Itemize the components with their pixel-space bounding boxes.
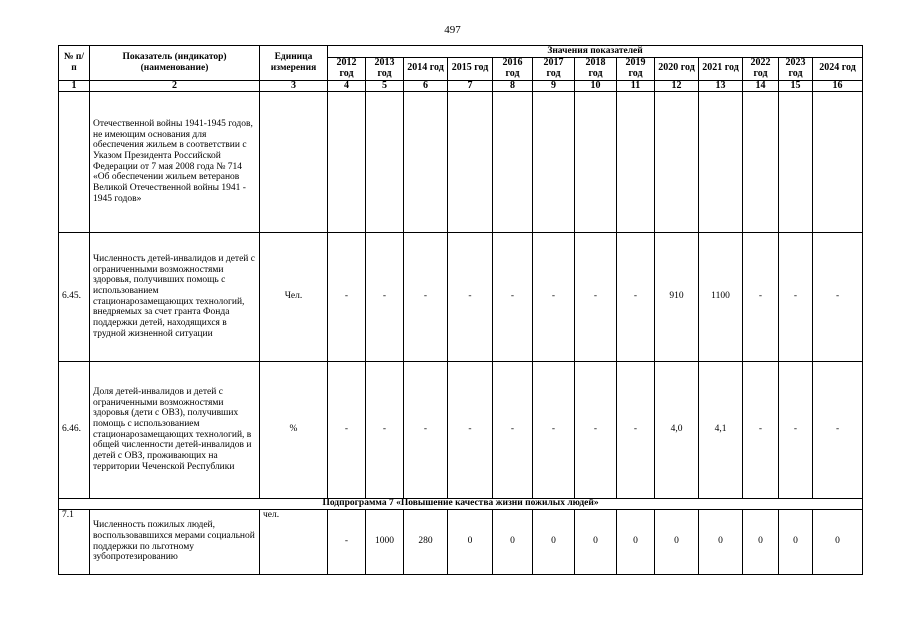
header-year: 2014 год: [404, 57, 448, 80]
value-cell: -: [404, 361, 448, 498]
column-number: 15: [779, 80, 813, 91]
value-cell: 0: [617, 509, 655, 574]
header-num: № п/п: [59, 46, 90, 81]
value-cell: -: [743, 232, 779, 361]
row-number: [59, 91, 90, 232]
column-number: 1: [59, 80, 90, 91]
table-row: [59, 361, 863, 498]
row-number: 6.46.: [59, 361, 90, 498]
value-cell: [813, 91, 863, 232]
header-indicator: Показатель (индикатор) (наименование): [90, 46, 260, 81]
unit-cell: чел.: [260, 509, 328, 574]
header-year: 2012 год: [328, 57, 366, 80]
value-cell: 0: [575, 509, 617, 574]
value-cell: -: [533, 232, 575, 361]
value-cell: 0: [743, 509, 779, 574]
indicator-name: Доля детей-инвалидов и детей с ограниченными возможностями здоровья (дети с ОВЗ), получивших помощь с использованием стационарозамещающих технологий, в общей численности детей-инвалидов и детей с ОВЗ, проживающих на территории Чеченской Республики: [90, 361, 260, 498]
value-cell: -: [779, 232, 813, 361]
value-cell: -: [575, 232, 617, 361]
subprogram-row: [59, 498, 863, 509]
value-cell: [404, 91, 448, 232]
value-cell: 1000: [366, 509, 404, 574]
header-year: 2020 год: [655, 57, 699, 80]
value-cell: [617, 91, 655, 232]
header-year: 2024 год: [813, 57, 863, 80]
value-cell: 0: [699, 509, 743, 574]
value-cell: 0: [655, 509, 699, 574]
row-number: 7.1: [59, 509, 90, 574]
unit-cell: Чел.: [260, 232, 328, 361]
table-row: [59, 91, 863, 232]
indicator-name: Численность пожилых людей, воспользовавшихся мерами социальной поддержки по льготному зубопротезированию: [90, 509, 260, 574]
column-number: 16: [813, 80, 863, 91]
value-cell: -: [493, 361, 533, 498]
value-cell: [493, 91, 533, 232]
header-year: 2019 год: [617, 57, 655, 80]
column-number: 5: [366, 80, 404, 91]
value-cell: -: [813, 361, 863, 498]
column-number: 3: [260, 80, 328, 91]
column-number: 4: [328, 80, 366, 91]
column-number: 8: [493, 80, 533, 91]
value-cell: -: [779, 361, 813, 498]
value-cell: [655, 91, 699, 232]
indicator-name: Численность детей-инвалидов и детей с ограниченными возможностями здоровья, получивших помощь с использованием стационарозамещающих технологий, внедряемых за счет гранта Фонда поддержки детей, находящихся в трудной жизненной ситуации: [90, 232, 260, 361]
value-cell: 0: [779, 509, 813, 574]
value-cell: -: [328, 361, 366, 498]
header-values-group: Значения показателей: [328, 46, 863, 58]
header-year: 2018 год: [575, 57, 617, 80]
header-year: 2016 год: [493, 57, 533, 80]
value-cell: 280: [404, 509, 448, 574]
value-cell: -: [328, 232, 366, 361]
value-cell: 910: [655, 232, 699, 361]
unit-cell: %: [260, 361, 328, 498]
row-number: 6.45.: [59, 232, 90, 361]
column-number: 13: [699, 80, 743, 91]
column-number: 14: [743, 80, 779, 91]
value-cell: -: [493, 232, 533, 361]
header-year: 2017 год: [533, 57, 575, 80]
column-number: 10: [575, 80, 617, 91]
column-number: 9: [533, 80, 575, 91]
value-cell: -: [533, 361, 575, 498]
value-cell: -: [448, 361, 493, 498]
header-year: 2013 год: [366, 57, 404, 80]
value-cell: 0: [533, 509, 575, 574]
column-number: 7: [448, 80, 493, 91]
value-cell: 4,0: [655, 361, 699, 498]
value-cell: [575, 91, 617, 232]
subprogram-title: Подпрограмма 7 «Повышение качества жизни пожилых людей»: [59, 498, 863, 509]
value-cell: -: [743, 361, 779, 498]
value-cell: 4,1: [699, 361, 743, 498]
unit-cell: [260, 91, 328, 232]
table-row: [59, 509, 863, 574]
value-cell: -: [617, 361, 655, 498]
column-number: 11: [617, 80, 655, 91]
indicator-name: Отечественной войны 1941-1945 годов, не имеющим основания для обеспечения жильем в соответствии с Указом Президента Российской Федерации от 7 мая 2008 года № 714 «Об обеспечении жильем ветеранов Великой Отечественной войны 1941 - 1945 годов»: [90, 91, 260, 232]
table-row: [59, 232, 863, 361]
value-cell: -: [404, 232, 448, 361]
value-cell: -: [366, 361, 404, 498]
column-number: 2: [90, 80, 260, 91]
value-cell: [779, 91, 813, 232]
value-cell: -: [813, 232, 863, 361]
value-cell: 0: [493, 509, 533, 574]
header-unit: Единица измерения: [260, 46, 328, 81]
column-number: 6: [404, 80, 448, 91]
value-cell: -: [617, 232, 655, 361]
header-year: 2015 год: [448, 57, 493, 80]
value-cell: 0: [448, 509, 493, 574]
value-cell: -: [366, 232, 404, 361]
value-cell: [743, 91, 779, 232]
value-cell: [448, 91, 493, 232]
header-row-1: [59, 46, 863, 58]
column-number-row: [59, 80, 863, 91]
value-cell: 1100: [699, 232, 743, 361]
page-number: 497: [444, 24, 461, 36]
value-cell: -: [328, 509, 366, 574]
value-cell: -: [575, 361, 617, 498]
value-cell: -: [448, 232, 493, 361]
value-cell: [328, 91, 366, 232]
indicators-table: [58, 45, 863, 575]
value-cell: [699, 91, 743, 232]
header-year: 2021 год: [699, 57, 743, 80]
value-cell: 0: [813, 509, 863, 574]
column-number: 12: [655, 80, 699, 91]
value-cell: [366, 91, 404, 232]
header-year: 2022 год: [743, 57, 779, 80]
header-year: 2023 год: [779, 57, 813, 80]
value-cell: [533, 91, 575, 232]
